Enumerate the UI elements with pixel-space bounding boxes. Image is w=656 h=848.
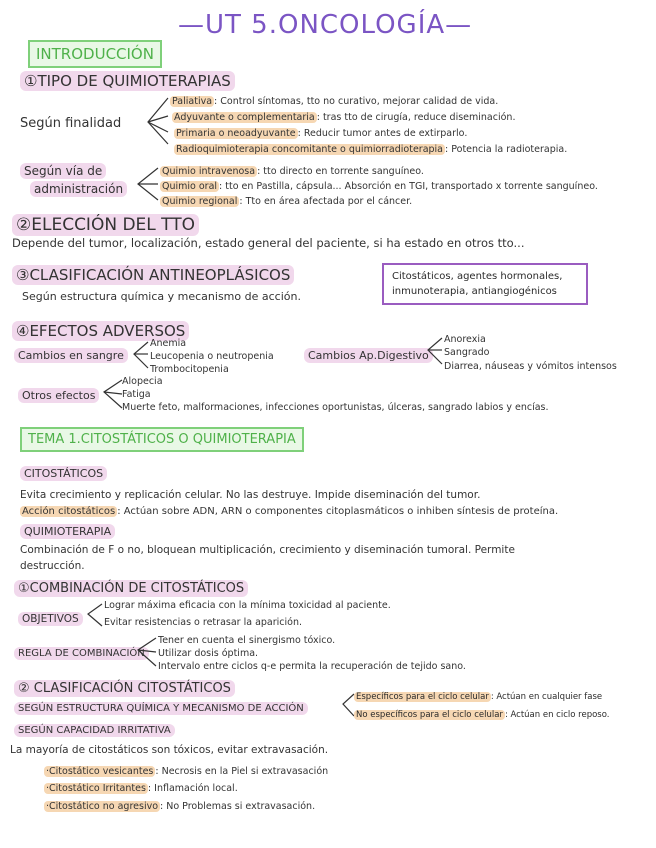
finalidad-label: Según finalidad xyxy=(20,116,122,131)
section-1-heading: ①TIPO DE QUIMIOTERAPIAS xyxy=(20,71,235,91)
digestivo-item: Anorexia xyxy=(444,334,486,345)
antineoplasicos-line: inmunoterapia, antiangiogénicos xyxy=(392,286,557,297)
capacidad-text: La mayoría de citostáticos son tóxicos, evitar extravasación. xyxy=(10,744,329,756)
sangre-label: Cambios en sangre xyxy=(14,348,128,363)
regla-item: Utilizar dosis óptima. xyxy=(158,648,259,659)
objetivos-brace xyxy=(84,602,104,630)
finalidad-item: Primaria o neoadyuvante : Reducir tumor antes de extirparlo. xyxy=(176,128,468,139)
quimio-heading: QUIMIOTERAPIA xyxy=(20,524,115,539)
section-2-text: Depende del tumor, localización, estado general del paciente, si ha estado en otros tto... xyxy=(12,236,525,250)
digestivo-item: Sangrado xyxy=(444,347,490,358)
estructura-item: No específicos para el ciclo celular : Actúan en ciclo reposo. xyxy=(356,710,610,720)
clasificacion-heading: ② CLASIFICACIÓN CITOSTÁTICOS xyxy=(14,680,235,697)
page-title: —UT 5.ONCOLOGÍA— xyxy=(178,10,473,40)
objetivos-item: Lograr máxima eficacia con la mínima toxicidad al paciente. xyxy=(104,600,391,611)
objetivos-item: Evitar resistencias o retrasar la aparición. xyxy=(104,617,302,628)
otros-item: Muerte feto, malformaciones, infecciones oportunistas, úlceras, sangrado labios y encías. xyxy=(122,402,549,413)
via-item: Quimio regional : Tto en área afectada por el cáncer. xyxy=(162,196,413,207)
sangre-item: Trombocitopenia xyxy=(150,364,229,375)
otros-label: Otros efectos xyxy=(18,388,99,403)
otros-brace xyxy=(100,378,124,412)
citostaticos-line2: Acción citostáticos : Actúan sobre ADN, ARN o componentes citoplasmáticos o inhiben síntesis de proteína. xyxy=(22,506,559,517)
citostaticos-heading: CITOSTÁTICOS xyxy=(20,466,107,481)
objetivos-label: OBJETIVOS xyxy=(18,612,83,626)
capacidad-item: ·Citostático vesicantes : Necrosis en la Piel si extravasación xyxy=(46,766,329,777)
via-label-2: administración xyxy=(30,181,127,197)
digestivo-item: Diarrea, náuseas y vómitos intensos xyxy=(444,361,617,372)
estructura-label: SEGÚN ESTRUCTURA QUÍMICA Y MECANISMO DE ACCIÓN xyxy=(14,702,308,715)
section-3-text: Según estructura química y mecanismo de acción. xyxy=(22,290,301,303)
antineoplasicos-line: Citostáticos, agentes hormonales, xyxy=(392,271,563,282)
capacidad-item: ·Citostático no agresivo : No Problemas si extravasación. xyxy=(46,801,316,812)
citostaticos-line1: Evita crecimiento y replicación celular. No las destruye. Impide diseminación del tumor. xyxy=(20,489,481,501)
digestivo-label: Cambios Ap.Digestivo xyxy=(304,348,433,363)
quimio-line1: Combinación de F o no, bloquean multiplicación, crecimiento y diseminación tumoral. Permite xyxy=(20,544,515,556)
sangre-item: Leucopenia o neutropenia xyxy=(150,351,274,362)
via-label-1: Según vía de xyxy=(20,163,106,179)
quimio-line2: destrucción. xyxy=(20,560,85,572)
digestivo-brace xyxy=(424,336,444,370)
estructura-item: Específicos para el ciclo celular : Actúan en cualquier fase xyxy=(356,692,603,702)
finalidad-item: Adyuvante o complementaria : tras tto de cirugía, reduce diseminación. xyxy=(174,112,516,123)
sangre-brace xyxy=(130,340,150,374)
section-4-heading: ④EFECTOS ADVERSOS xyxy=(12,321,189,341)
regla-brace xyxy=(134,636,158,670)
otros-item: Fatiga xyxy=(122,389,151,400)
section-2-heading: ②ELECCIÓN DEL TTO xyxy=(12,214,199,236)
finalidad-brace xyxy=(142,96,172,156)
via-item: Quimio oral : tto en Pastilla, cápsula... Absorción en TGI, transportado x torrente sanguíneo. xyxy=(162,181,598,192)
via-item: Quimio intravenosa : tto directo en torrente sanguíneo. xyxy=(162,166,424,177)
otros-item: Alopecia xyxy=(122,376,163,387)
tema-box: TEMA 1.CITOSTÁTICOS O QUIMIOTERAPIA xyxy=(20,427,304,452)
regla-label: REGLA DE COMBINACIÓN xyxy=(14,647,149,660)
regla-item: Tener en cuenta el sinergismo tóxico. xyxy=(158,635,336,646)
combinacion-heading: ①COMBINACIÓN DE CITOSTÁTICOS xyxy=(14,580,248,597)
finalidad-item: Paliativa : Control síntomas, tto no curativo, mejorar calidad de vida. xyxy=(172,96,499,107)
capacidad-label: SEGÚN CAPACIDAD IRRITATIVA xyxy=(14,724,175,737)
intro-box: INTRODUCCIÓN xyxy=(28,40,162,68)
finalidad-item: Radioquimioterapia concomitante o quimiorradioterapia : Potencia la radioterapia. xyxy=(176,144,568,155)
via-brace xyxy=(132,166,162,206)
regla-item: Intervalo entre ciclos q-e permita la recuperación de tejido sano. xyxy=(158,661,466,672)
section-3-heading: ③CLASIFICACIÓN ANTINEOPLÁSICOS xyxy=(12,265,294,285)
sangre-item: Anemia xyxy=(150,338,187,349)
antineoplasicos-box xyxy=(382,263,588,305)
capacidad-item: ·Citostático Irritantes : Inflamación local. xyxy=(46,783,238,794)
